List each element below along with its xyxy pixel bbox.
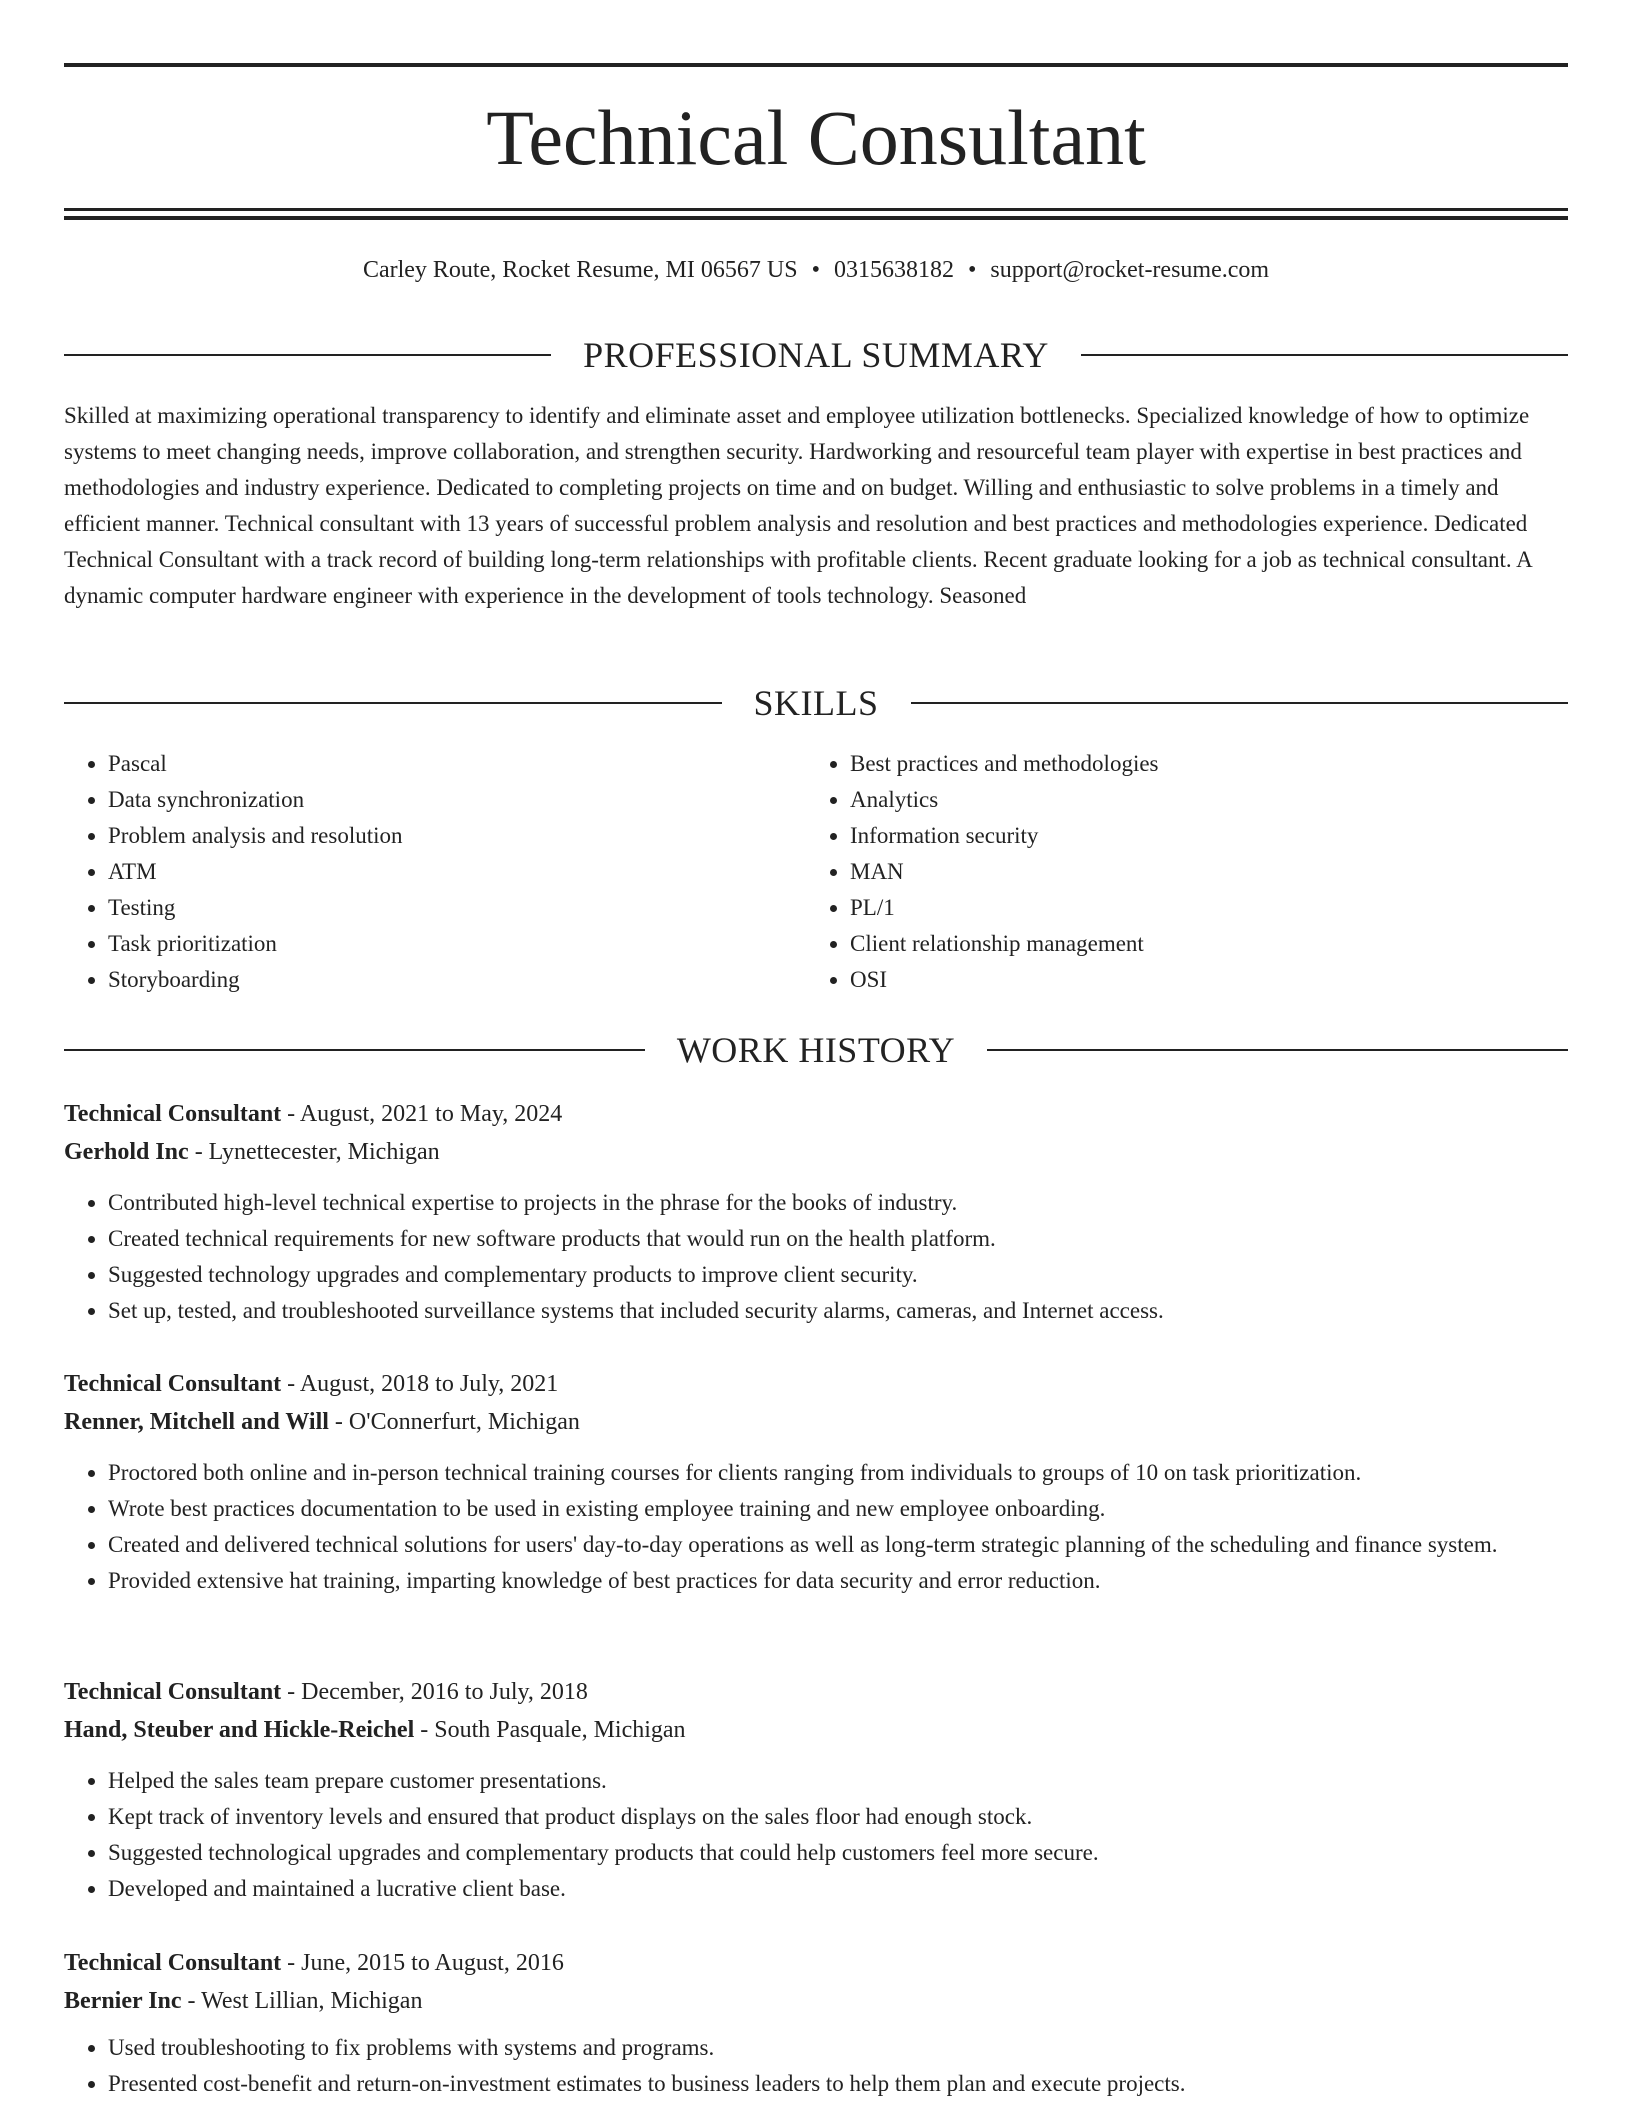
job-bullet: • Set up, tested, and troubleshooted surveillance systems that included security alarms, cameras, and Internet access. (108, 1293, 1568, 1329)
contact-phone: 0315638182 (833, 257, 954, 283)
section-title: SKILLS (753, 683, 879, 723)
job-entry (64, 1365, 1568, 1599)
contact-line (64, 252, 1568, 288)
job-entry (64, 1673, 1568, 1907)
skill-item: • PL/1 (850, 890, 1548, 926)
job-bullet: • Presented cost-benefit and return-on-investment estimates to business leaders to help them plan and execute projects. (108, 2066, 1568, 2102)
skill-item: • Client relationship management (850, 926, 1548, 962)
contact-separator: • (967, 257, 977, 283)
job-title-line (64, 1365, 1568, 1403)
job-location: - South Pasquale, Michigan (414, 1717, 686, 1743)
job-dates: - August, 2018 to July, 2021 (281, 1371, 559, 1397)
skills-list (64, 746, 1568, 998)
job-bullet: • Kept track of inventory levels and ensured that product displays on the sales floor had enough stock. (108, 1799, 1568, 1835)
skill-item: • ATM (108, 854, 806, 890)
job-title-line (64, 1095, 1568, 1133)
section-heading-skills (64, 681, 1568, 725)
section-heading-work-history (64, 1028, 1568, 1072)
header-top-rule (64, 63, 1568, 67)
job-role: Technical Consultant (64, 1371, 282, 1397)
job-role: Technical Consultant (64, 1950, 282, 1976)
job-bullet: • Created and delivered technical solutions for users' day-to-day operations as well as long-term strategic planning of the scheduling and finance system. (108, 1527, 1568, 1563)
skills-column-right (806, 746, 1548, 998)
contact-separator: • (811, 257, 820, 283)
job-bullet: • Suggested technology upgrades and complementary products to improve client security. (108, 1257, 1568, 1293)
job-bullet: • Used troubleshooting to fix problems with systems and programs. (108, 2030, 1568, 2066)
job-dates: - June, 2015 to August, 2016 (281, 1950, 564, 1976)
job-bullets (64, 1455, 1568, 1599)
heading-rule (911, 702, 1569, 704)
skill-item: • Data synchronization (108, 782, 806, 818)
skill-item: • Analytics (850, 782, 1548, 818)
job-title-line (64, 1944, 1568, 1982)
job-company: Hand, Steuber and Hickle-Reichel (64, 1717, 415, 1743)
job-bullets (64, 1763, 1568, 1907)
job-entry (64, 1095, 1568, 1329)
job-bullet: • Suggested technological upgrades and complementary products that could help customers feel more secure. (108, 1835, 1568, 1871)
job-bullet: • Proctored both online and in-person technical training courses for clients ranging from individuals to groups of 10 on task prioritization. (108, 1455, 1568, 1491)
job-company: Gerhold Inc (64, 1139, 189, 1165)
job-bullet: • Helped the sales team prepare customer presentations. (108, 1763, 1568, 1799)
job-bullet: • Contributed high-level technical expertise to projects in the phrase for the books of industry. (108, 1185, 1568, 1221)
skill-item: • Task prioritization (108, 926, 806, 962)
job-bullet: • Wrote best practices documentation to be used in existing employee training and new employee onboarding. (108, 1491, 1568, 1527)
heading-rule (64, 354, 551, 356)
skill-item: • Information security (850, 818, 1548, 854)
skill-item: • Problem analysis and resolution (108, 818, 806, 854)
job-bullet: • Created technical requirements for new software products that would run on the health platform. (108, 1221, 1568, 1257)
job-location: - O'Connerfurt, Michigan (328, 1409, 580, 1435)
job-company-line (64, 1711, 1568, 1749)
job-title-line (64, 1673, 1568, 1711)
resume-name: Technical Consultant (486, 94, 1146, 181)
heading-rule (64, 1049, 645, 1051)
header-bottom-rule-double (64, 216, 1568, 220)
contact-email: support@rocket-resume.com (990, 257, 1270, 283)
skill-item: • OSI (850, 962, 1548, 998)
heading-rule (64, 702, 722, 704)
section-title: WORK HISTORY (676, 1030, 956, 1070)
contact-address: Carley Route, Rocket Resume, MI 06567 US (362, 257, 798, 283)
job-bullets (64, 1185, 1568, 1329)
section-title: PROFESSIONAL SUMMARY (583, 335, 1049, 375)
job-dates: - August, 2021 to May, 2024 (281, 1101, 563, 1127)
job-company-line (64, 1403, 1568, 1441)
skills-column-left (64, 746, 806, 998)
job-dates: - December, 2016 to July, 2018 (281, 1679, 588, 1705)
skill-item: • Testing (108, 890, 806, 926)
job-location: - West Lillian, Michigan (181, 1988, 423, 2014)
skill-item: • Storyboarding (108, 962, 806, 998)
job-bullet: • Provided extensive hat training, imparting knowledge of best practices for data security and error reduction. (108, 1563, 1568, 1599)
header-bottom-rule (64, 208, 1568, 211)
job-location: - Lynettecester, Michigan (188, 1139, 440, 1165)
job-bullet: • Developed and maintained a lucrative client base. (108, 1871, 1568, 1907)
skill-item: • MAN (850, 854, 1548, 890)
job-company: Bernier Inc (64, 1988, 182, 2014)
job-company-line (64, 1133, 1568, 1171)
job-entry (64, 1944, 1568, 2102)
skill-item: • Best practices and methodologies (850, 746, 1548, 782)
section-heading-summary (64, 333, 1568, 377)
job-role: Technical Consultant (64, 1679, 282, 1705)
heading-rule (1081, 354, 1568, 356)
summary-text: Skilled at maximizing operational transparency to identify and eliminate asset and employee utilization bottlenecks. Specialized knowledge of how to optimize systems to meet changing needs, improve collaboration, and strengthen security. Hardworking and resourceful team player with expertise in best practices and methodologies and industry experience. Dedicated to completing projects on time and on budget. Willing and enthusiastic to solve problems in a timely and efficient manner. Technical consultant with 13 years of successful problem analysis and resolution and best practices and methodologies experience. Dedicated Technical Consultant with a track record of building long-term relationships with profitable clients. Recent graduate looking for a job as technical consultant. A dynamic computer hardware engineer with experience in the development of tools technology. Seasoned (64, 403, 1532, 608)
skill-item: • Pascal (108, 746, 806, 782)
heading-rule (987, 1049, 1568, 1051)
job-bullets (64, 2030, 1568, 2102)
job-role: Technical Consultant (64, 1101, 282, 1127)
job-company: Renner, Mitchell and Will (64, 1409, 329, 1435)
job-company-line (64, 1982, 1568, 2020)
